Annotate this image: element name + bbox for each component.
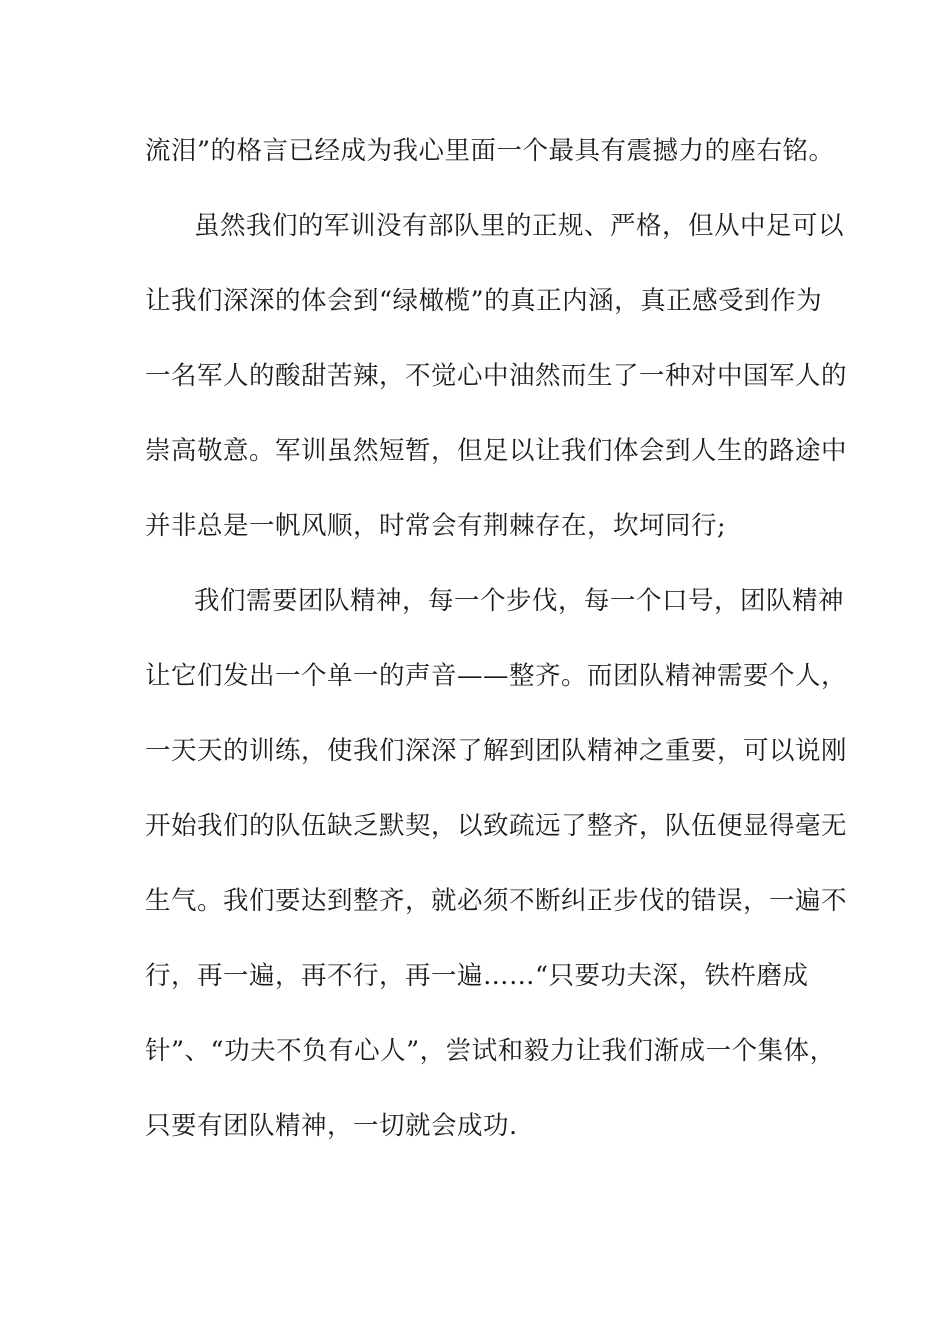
text-line: 只要有团队精神，一切就会成功. <box>145 1111 518 1141</box>
paragraph-start-line: 我们需要团队精神，每一个步伐，每一个口号，团队精神 <box>194 586 845 616</box>
text-line: 一名军人的酸甜苦辣，不觉心中油然而生了一种对中国军人的 <box>145 361 848 391</box>
text-line: 行，再一遍，再不行，再一遍……“只要功夫深，铁杵磨成 <box>145 961 809 991</box>
text-line: 让它们发出一个单一的声音——整齐。而团队精神需要个人， <box>145 661 848 691</box>
text-line: 开始我们的队伍缺乏默契，以致疏远了整齐，队伍便显得毫无 <box>145 811 848 841</box>
text-line: 让我们深深的体会到“绿橄榄”的真正内涵，真正感受到作为 <box>145 286 823 316</box>
text-line: 并非总是一帆风顺，时常会有荆棘存在，坎坷同行; <box>145 511 727 541</box>
text-line: 生气。我们要达到整齐，就必须不断纠正步伐的错误，一遍不 <box>145 886 848 916</box>
paragraph-start-line: 虽然我们的军训没有部队里的正规、严格，但从中足可以 <box>194 211 845 241</box>
text-line: 一天天的训练，使我们深深了解到团队精神之重要，可以说刚 <box>145 736 848 766</box>
text-line: 流泪”的格言已经成为我心里面一个最具有震撼力的座右铭。 <box>145 136 835 166</box>
text-line: 崇高敬意。军训虽然短暂，但足以让我们体会到人生的路途中 <box>145 436 848 466</box>
text-line: 针”、“功夫不负有心人”，尝试和毅力让我们渐成一个集体， <box>145 1036 836 1066</box>
